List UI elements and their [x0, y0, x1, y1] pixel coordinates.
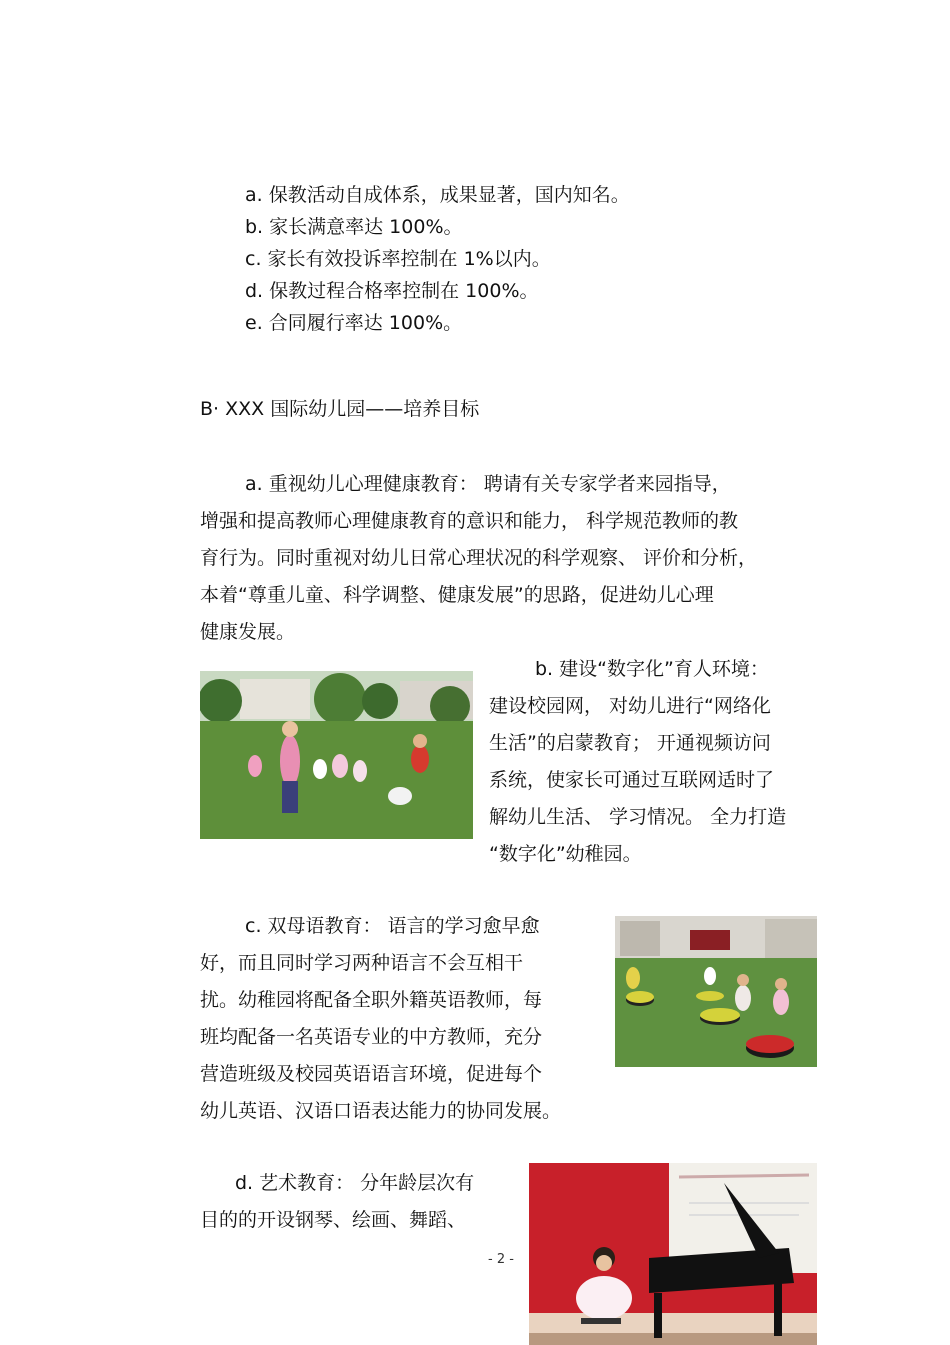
goal-item-e: e. 合同履行率达 100%。 [245, 312, 463, 334]
paragraph-line: c. 双母语教育： 语言的学习愈早愈 [245, 915, 540, 937]
page-number: - 2 - [488, 1252, 514, 1267]
paragraph-line: 建设校园网， 对幼儿进行“网络化 [489, 695, 771, 717]
paragraph-line: 班均配备一名英语专业的中方教师，充分 [200, 1026, 543, 1048]
paragraph-line: 好，而且同时学习两种语言不会互相干 [200, 952, 524, 974]
photo-children-lawn [200, 671, 473, 839]
paragraph-line: “数字化”幼稚园。 [489, 843, 642, 865]
paragraph-line: 系统，使家长可通过互联网适时了 [489, 769, 775, 791]
photo-piano-performance [529, 1163, 817, 1345]
paragraph-line: 扰。幼稚园将配备全职外籍英语教师，每 [200, 989, 543, 1011]
paragraph-line: 目的的开设钢琴、绘画、舞蹈、 [200, 1209, 467, 1231]
paragraph-line: 增强和提高教师心理健康教育的意识和能力， 科学规范教师的教 [200, 510, 739, 532]
paragraph-line: d. 艺术教育： 分年龄层次有 [235, 1172, 475, 1194]
photo-children-turf [615, 916, 817, 1067]
paragraph-line: 解幼儿生活、 学习情况。 全力打造 [489, 806, 787, 828]
goal-item-d: d. 保教过程合格率控制在 100%。 [245, 280, 539, 302]
paragraph-line: 生活”的启蒙教育； 开通视频访问 [489, 732, 771, 754]
paragraph-line: b. 建设“数字化”育人环境： [535, 658, 769, 680]
paragraph-line: 营造班级及校园英语语言环境，促进每个 [200, 1063, 543, 1085]
goal-item-c: c. 家长有效投诉率控制在 1%以内。 [245, 248, 551, 270]
goal-item-a: a. 保教活动自成体系，成果显著，国内知名。 [245, 184, 630, 206]
paragraph-line: 育行为。同时重视对幼儿日常心理状况的科学观察、 评价和分析， [200, 547, 758, 569]
goal-item-b: b. 家长满意率达 100%。 [245, 216, 463, 238]
paragraph-line: 健康发展。 [200, 621, 296, 643]
section-heading: B· XXX 国际幼儿园——培养目标 [200, 398, 480, 420]
paragraph-line: a. 重视幼儿心理健康教育： 聘请有关专家学者来园指导， [245, 473, 731, 495]
paragraph-line: 幼儿英语、汉语口语表达能力的协同发展。 [200, 1100, 562, 1122]
paragraph-line: 本着“尊重儿童、科学调整、健康发展”的思路，促进幼儿心理 [200, 584, 714, 606]
